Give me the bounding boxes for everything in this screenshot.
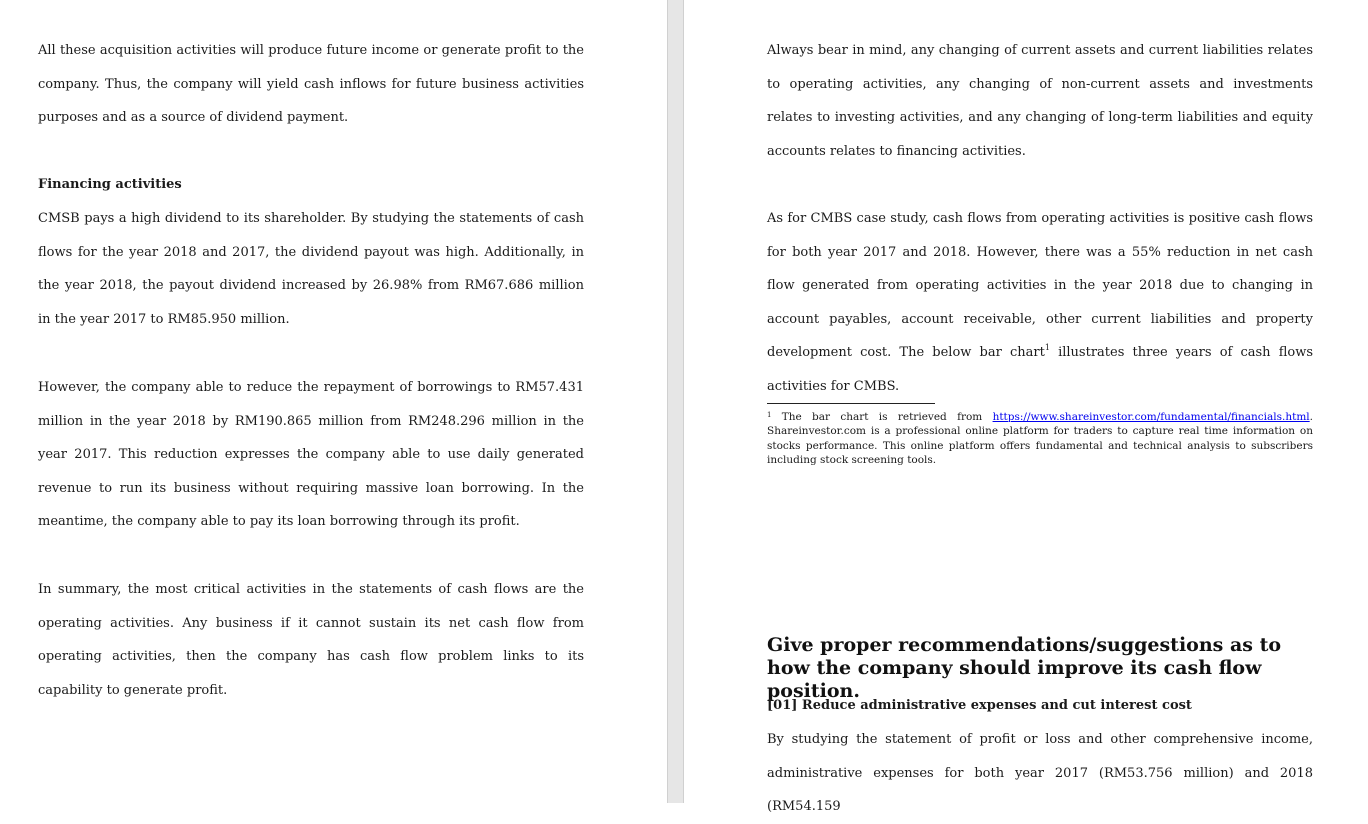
classification-paragraph: Always bear in mind, any changing of current assets and current liabilities relates to operating activities, any changing of non-current assets and investments relates to investing activities, and any changing of long-term liabilities and equity accounts relates to financing activities.	[767, 43, 1313, 159]
left-page	[0, 0, 667, 803]
case-study-paragraph	[767, 202, 1313, 404]
footnote-mark: 1	[767, 411, 772, 419]
borrowings-paragraph: However, the company able to reduce the repayment of borrowings to RM57.431 million in the year 2018 by RM190.865 million from RM248.296 million in the year 2017. This reduction expresses the company able to use daily generated revenue to run its business without requiring massive loan borrowing. In the meantime, the company able to pay its loan borrowing through its profit.	[38, 380, 584, 530]
footnote	[767, 410, 1313, 467]
recommendations-heading: Give proper recommendations/suggestions as to how the company should improve its cash flow position.	[767, 634, 1282, 702]
case-study-text: As for CMBS case study, cash flows from operating activities is positive cash flows for both year 2017 and 2018. However, there was a 55% reduction in net cash flow generated from operating activities in the year 2018 due to changing in account payables, account receivable, other current liabilities and property development cost. The below bar chart	[767, 211, 1313, 361]
acquisition-paragraph: All these acquisition activities will produce future income or generate profit to the company. Thus, the company will yield cash inflows for future business activities purposes and as a source of dividend payment.	[38, 43, 584, 126]
footnote-reference[interactable]: 1	[1044, 343, 1050, 353]
reduce-expenses-subheading: [01] Reduce administrative expenses and cut interest cost	[767, 698, 1192, 713]
right-page	[684, 0, 1368, 815]
shareinvestor-link[interactable]: https://www.shareinvestor.com/fundamental/financials.html	[992, 411, 1310, 423]
dividend-paragraph: CMSB pays a high dividend to its shareholder. By studying the statements of cash flows for the year 2018 and 2017, the dividend payout was high. Additionally, in the year 2018, the payout dividend increased by 26.98% from RM67.686 million in the year 2017 to RM85.950 million.	[38, 211, 584, 327]
footnote-text-before: The bar chart is retrieved from	[771, 411, 993, 423]
case-study-text-tail: illustrates three years of cash flows activities for CMBS.	[767, 345, 1313, 394]
footnote-text-after: . Shareinvestor.com is a professional online platform for traders to capture real time information on stocks performance. This online platform offers fundamental and technical analysis to subscribers including stock screening tools.	[767, 411, 1313, 466]
financing-activities-heading: Financing activities	[38, 177, 182, 192]
page-gap	[667, 0, 684, 803]
footnote-separator	[767, 403, 935, 404]
administrative-expenses-paragraph: By studying the statement of profit or loss and other comprehensive income, administrative expenses for both year 2017 (RM53.756 million) and 2018 (RM54.159	[767, 732, 1313, 815]
summary-paragraph: In summary, the most critical activities in the statements of cash flows are the operating activities. Any business if it cannot sustain its net cash flow from operating activities, then the company has cash flow problem links to its capability to generate profit.	[38, 582, 584, 698]
